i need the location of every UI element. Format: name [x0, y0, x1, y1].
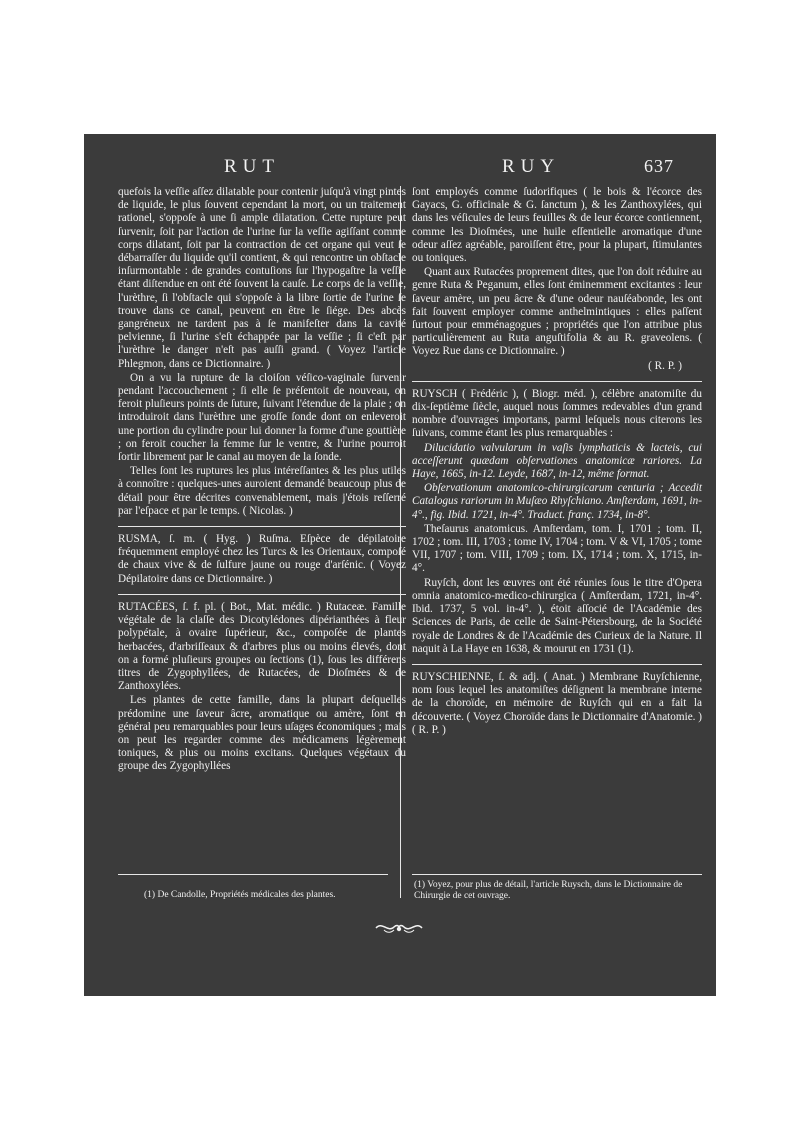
right-column: [412, 186, 702, 738]
entry-separator: [412, 381, 702, 382]
page-number: 637: [644, 156, 674, 176]
entry-ruyschienne: RUYSCHIENNE, ſ. & adj. ( Anat. ) Membrane Ruyſchienne, nom ſous lequel les anatomiſtes déſignent la membrane interne de la choroïde, en mémoire de Ruyſch qui en a fait la découverte. ( Voyez Choroïde dans le Dictionnaire d'Anatomie. ) ( R. P. ): [412, 670, 702, 736]
entry-separator: [412, 664, 702, 665]
paragraph: quefois la veſſie aſſez dilatable pour contenir juſqu'à vingt pintes de liquide, le plus ſouvent cependant la mort, ou un traitement rationel, s'oppoſe à une ſi ample dilatation. Cette rupture peut ſurvenir, ſoit par l'action de l'urine ſur la veſſie agiſſant comme corps dilatant, ſoit par la contraction de cet organe qui veut ſe débarraſſer du liquide qu'il contient, & qui rencontre un obſtacle inſurmontable : de grandes contuſions ſur l'hypogaſtre la veſſie étant diſtendue en ont été ſouvent la cauſe. Le corps de la veſſie, l'urèthre, ſi l'obſtacle qui s'oppoſe à la libre ſortie de l'urine ſe trouve dans ce canal, peuvent en être le ſiége. Des abcès gangréneux ne tardent pas à ſe manifeſter dans la cavité pelvienne, ſi l'urine s'eſt échappée par la veſſie ; ſi c'eſt par l'urèthre le danger n'eſt pas auſſi grand. ( Voyez l'article Phlegmon, dans ce Dictionnaire. ): [118, 186, 406, 370]
paragraph: ſont employés comme ſudorifiques ( le bois & l'écorce des Gayacs, G. officinale & G. ſanctum ), & les Zanthoxylées, qui dans les véſicules de leurs feuilles & de leur écorce contiennent, comme les Dioſmées, une huile eſſentielle aromatique d'une odeur aſſez agréable, paroiſſent être, pour la plupart, ſtimulantes ou toniques.: [412, 186, 702, 265]
entry-separator: [118, 594, 406, 595]
entry-rutacees: RUTACÉES, ſ. f. pl. ( Bot., Mat. médic. ) Rutaceæ. Famille végétale de la claſſe des Dicotylédones dipérianthées à fleur polypétale, à ovaire ſupérieur, &c., compoſée de plantes herbacées, d'arbriſſeaux & d'arbres plus ou moins élevés, dont on a formé pluſieurs groupes ou ſections (1), ſous les différens titres de Zygophyllées, de Rutacées, de Dioſmées & de Zanthoxylées.: [118, 600, 406, 693]
paragraph: Les plantes de cette famille, dans la plupart deſquelles prédomine une ſaveur âcre, aromatique ou amère, ſont en général peu remarquables pour leurs uſages économiques ; mais on peut les regarder comme des médicamens légèrement toniques, & plus ou moins excitans. Quelques végétaux du groupe des Zygophyllées: [118, 694, 406, 773]
paragraph: Quant aux Rutacées proprement dites, que l'on doit réduire au genre Ruta & Peganum, elles ſont éminemment excitantes : leur ſaveur amère, un peu âcre & d'une odeur nauſéabonde, les ont fait ſouvent employer comme anthelmintiques : elles paſſent ſurtout pour emménagogues ; propriétés que l'on attribue plus particulièrement au Ruta anguſtifolia & au R. graveolens. ( Voyez Rue dans ce Dictionnaire. ): [412, 266, 702, 358]
bibliography-item: Obſervationum anatomico-chirurgicarum centuria ; Accedit Catalogus rariorum in Muſæo Rhyſchiano. Amſterdam, 1691, in-4°., fig. Ibid. 1721, in-4°. Traduct. franç. 1734, in-8°.: [412, 482, 702, 521]
entry-rusma: RUSMA, ſ. m. ( Hyg. ) Ruſma. Eſpèce de dépilatoire fréquemment employé chez les Turcs & les Orientaux, compoſé de chaux vive & de ſulfure jaune ou rouge d'arſénic. ( Voyez Dépilatoire dans ce Dictionnaire. ): [118, 533, 406, 585]
left-column: [118, 186, 406, 775]
signature: ( R. P. ): [648, 359, 682, 372]
footnote-rule-right: [412, 874, 702, 875]
entry-ruysch: RUYSCH ( Frédéric ), ( Biogr. méd. ), célèbre anatomiſte du dix-ſeptième ſiècle, auquel nous ſommes redevables d'un grand nombre d'ouvrages importans, parmi leſquels nous citerons les ſuivans, comme étant les plus remarquables :: [412, 387, 702, 440]
paragraph: On a vu la rupture de la cloiſon véſico-vaginale ſurvenir pendant l'accouchement ; ſi elle ſe préſentoit de nouveau, on feroit pluſieurs points de ſuture, ſuivant l'étendue de la plaie ; on introduiroit dans l'urèthre une groſſe ſonde dont on enleveroit une portion du cylindre pour lui donner la forme d'une gouttière ; on feroit coucher la femme ſur le ventre, & l'urine pourroit ſortir librement par le canal au moyen de la ſonde.: [118, 371, 406, 464]
scanned-page: [84, 134, 716, 996]
footnote-left: (1) De Candolle, Propriétés médicales des plantes.: [144, 890, 336, 900]
header-left: RUT: [224, 156, 280, 177]
header-center: RUY: [502, 156, 561, 177]
paragraph: Ruyſch, dont les œuvres ont été réunies ſous le titre d'Opera omnia anatomico-medico-chirurgica ( Amſterdam, 1721, in-4°. Ibid. 1737, 5 vol. in-4°. ), étoit aſſocié de l'Académie des Sciences de Paris, de celle de Saint-Pétersbourg, de la Société royale de Londres & de l'Académie des Curieux de la Nature. Il naquit à La Haye en 1638, & mourut en 1731 (1).: [412, 576, 702, 655]
bibliography-item: Theſaurus anatomicus. Amſterdam, tom. I, 1701 ; tom. II, 1702 ; tom. III, 1703 ; tome IV, 1704 ; tom. V & VI, 1705 ; tome VII, 1707 ; tom. VIII, 1709 ; tom. IX, 1714 ; tom. X, 1715, in-4°.: [412, 522, 702, 575]
tail-piece-ornament-icon: [374, 919, 424, 935]
running-header: [84, 156, 716, 184]
entry-separator: [118, 526, 406, 527]
bibliography-item: Dilucidatio valvularum in vaſis lymphaticis & lacteis, cui acceſſerunt quædam obſervationes anatomicæ rariores. La Haye, 1665, in-12. Leyde, 1687, in-12, même format.: [412, 441, 702, 481]
footnote-right: (1) Voyez, pour plus de détail, l'article Ruysch, dans le Dictionnaire de Chirurgie de cet ouvrage.: [414, 880, 683, 901]
paragraph: Telles ſont les ruptures les plus intéreſſantes & les plus utiles à connoître : quelques-unes auroient demandé beaucoup plus de détail pour être décrites convenablement, mais j'étois reſſerré par l'eſpace et par le temps. ( Nicolas. ): [118, 465, 406, 517]
footnote-rule-left: [118, 874, 388, 875]
